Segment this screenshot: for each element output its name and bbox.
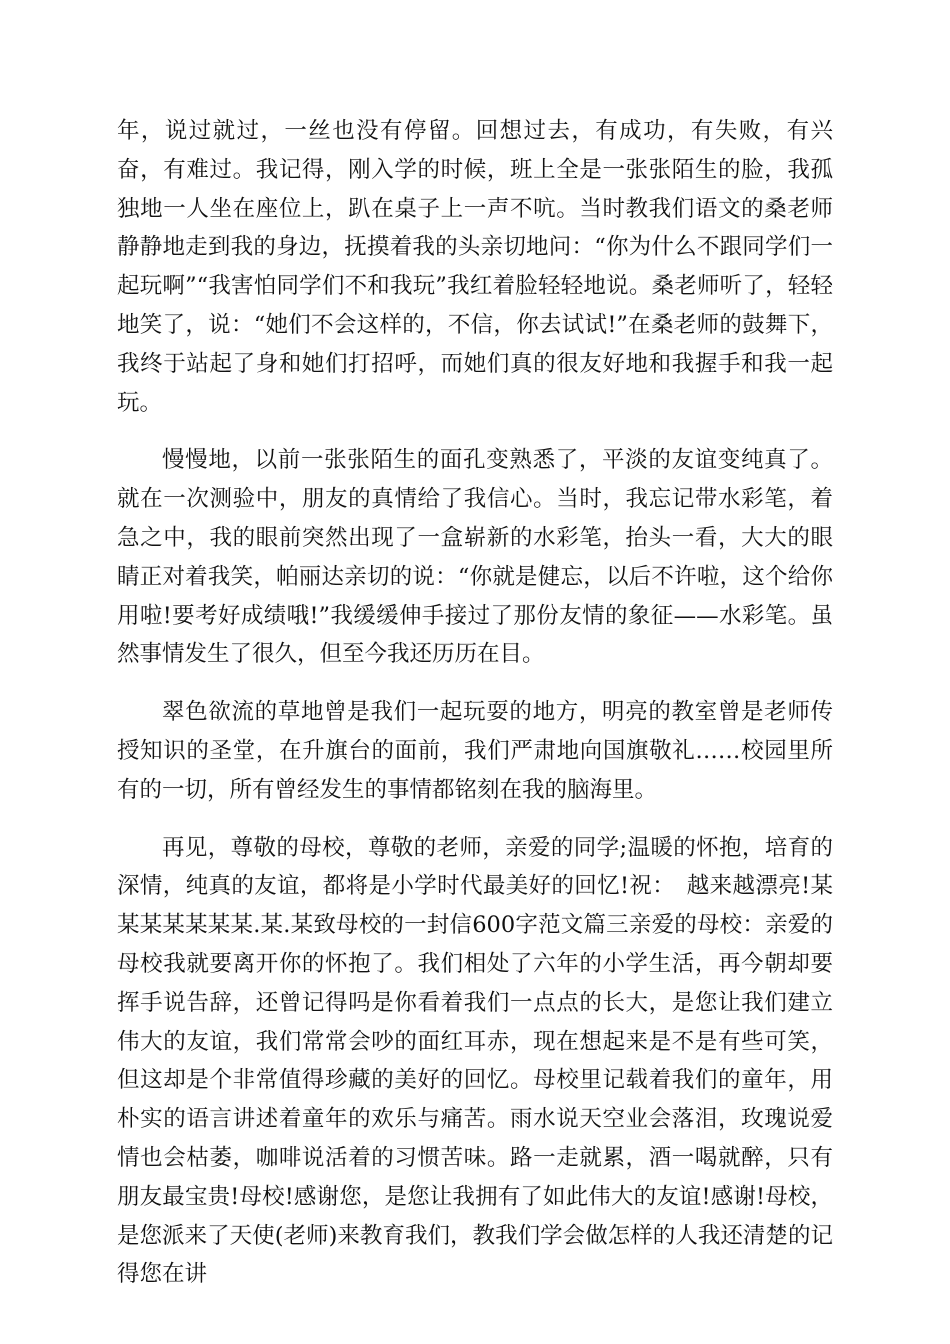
document-page	[117, 112, 833, 1294]
paragraph-3: 翠色欲流的草地曾是我们一起玩耍的地方，明亮的教室曾是老师传授知识的圣堂，在升旗台的面前，我们严肃地向国旗敬礼……校园里所有的一切，所有曾经发生的事情都铭刻在我的脑海里。	[117, 699, 833, 803]
paragraph-1: 年，说过就过，一丝也没有停留。回想过去，有成功，有失败，有兴奋，有难过。我记得，刚入学的时候，班上全是一张张陌生的脸，我孤独地一人坐在座位上，趴在桌子上一声不吭。当时教我们语文的桑老师静静地走到我的身边，抚摸着我的头亲切地问：“你为什么不跟同学们一起玩啊”“我害怕同学们不和我玩”我红着脸轻轻地说。桑老师听了，轻轻地笑了，说：“她们不会这样的，不信，你去试试!”在桑老师的鼓舞下，我终于站起了身和她们打招呼，而她们真的很友好地和我握手和我一起玩。	[117, 118, 833, 416]
paragraph-4: 再见，尊敬的母校，尊敬的老师，亲爱的同学;温暖的怀抱，培育的深情，纯真的友谊，都将是小学时代最美好的回忆!祝： 越来越漂亮!某某某某某某某.某.某致母校的一封信600字范文篇三亲爱的母校：亲爱的母校我就要离开你的怀抱了。我们相处了六年的小学生活，再今朝却要挥手说告辞，还曾记得吗是你看着我们一点点的长大，是您让我们建立伟大的友谊，我们常常会吵的面红耳赤，现在想起来是不是有些可笑，但这却是个非常值得珍藏的美好的回忆。母校里记载着我们的童年，用朴实的语言讲述着童年的欢乐与痛苦。雨水说天空业会落泪，玫瑰说爱情也会枯萎，咖啡说活着的习惯苦味。路一走就累，酒一喝就醉，只有朋友最宝贵!母校!感谢您，是您让我拥有了如此伟大的友谊!感谢!母校，是您派来了天使(老师)来教育我们，教我们学会做怎样的人我还清楚的记得您在讲	[117, 834, 833, 1288]
paragraph-2: 慢慢地，以前一张张陌生的面孔变熟悉了，平淡的友谊变纯真了。就在一次测验中，朋友的真情给了我信心。当时，我忘记带水彩笔，着急之中，我的眼前突然出现了一盒崭新的水彩笔，抬头一看，大大的眼睛正对着我笑，帕丽达亲切的说：“你就是健忘，以后不许啦，这个给你用啦!要考好成绩哦!”我缓缓伸手接过了那份友情的象征——水彩笔。虽然事情发生了很久，但至今我还历历在目。	[117, 447, 833, 668]
